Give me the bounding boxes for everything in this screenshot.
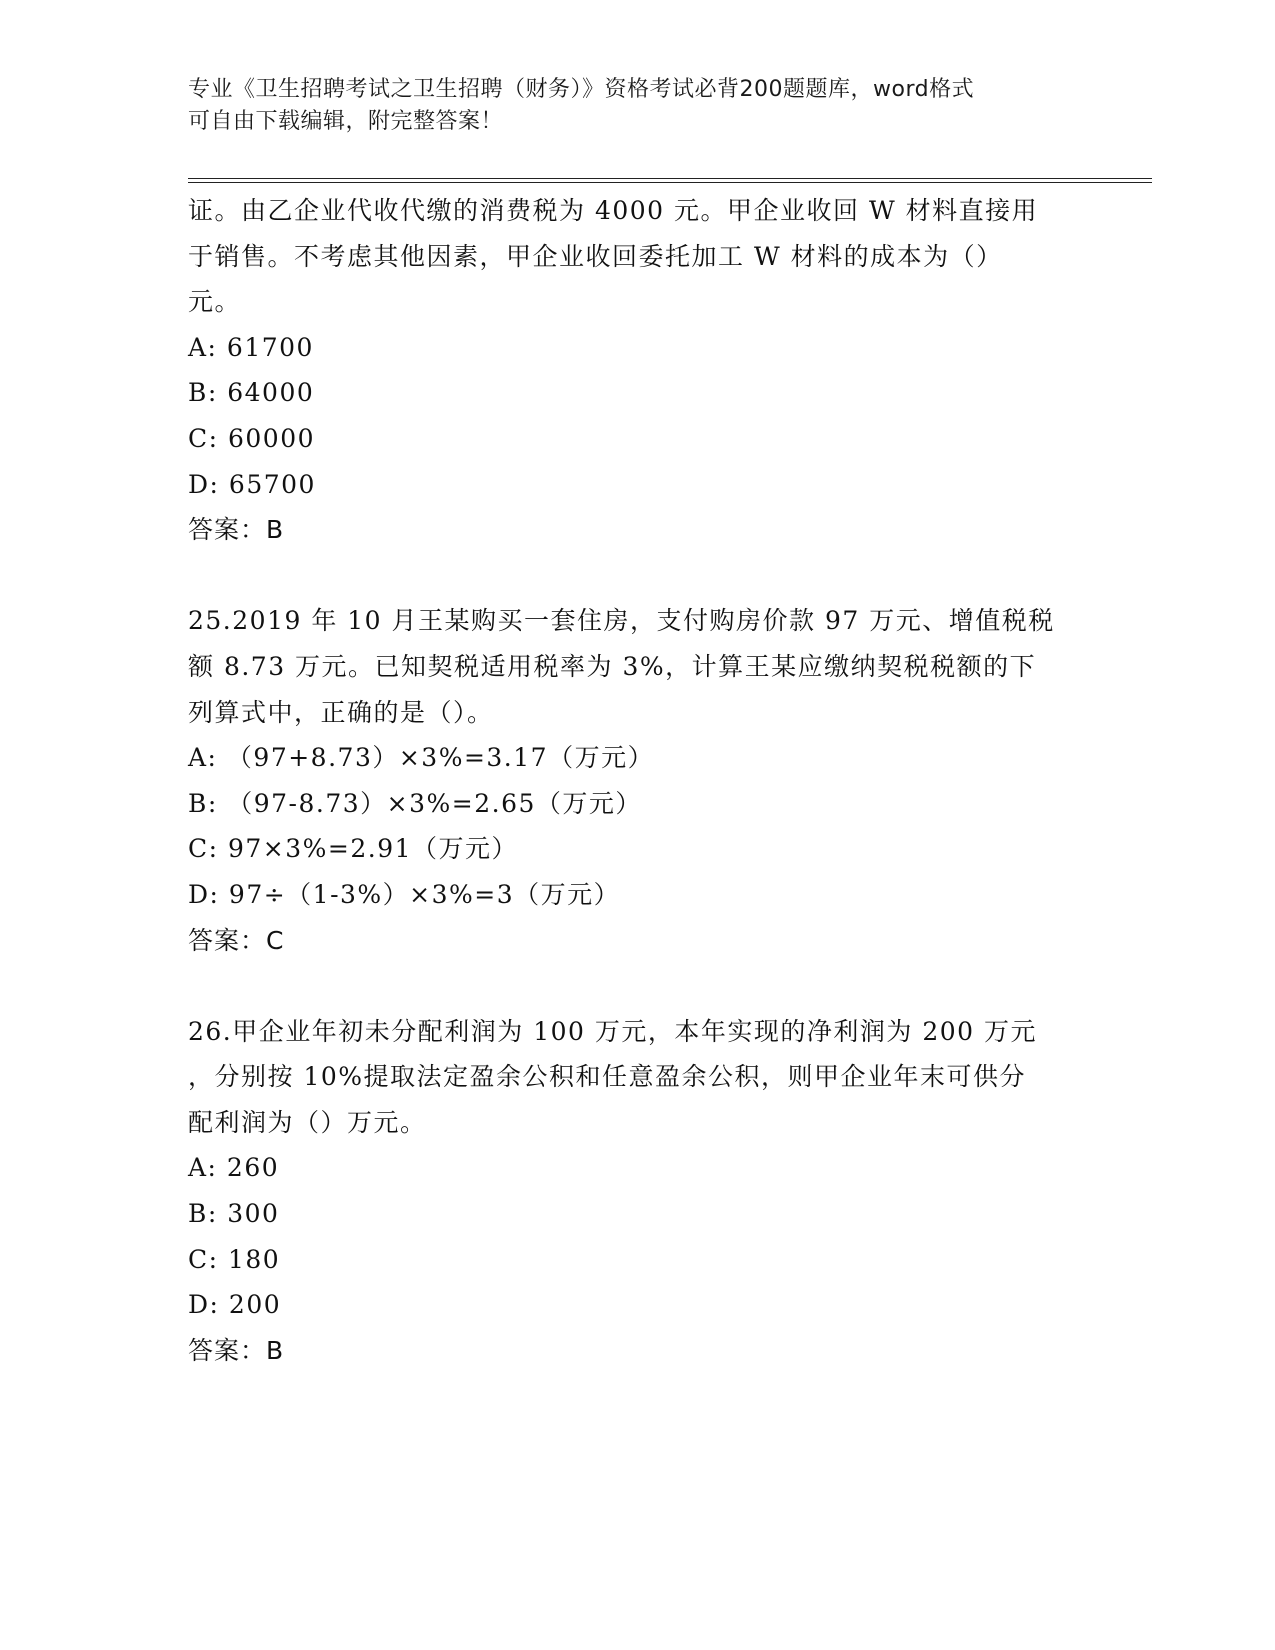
answer-line: 答案：B — [188, 515, 285, 545]
question-stem-line: 26.甲企业年初未分配利润为 100 万元，本年实现的净利润为 200 万元 — [188, 1016, 1037, 1046]
question-stem-line: ，分别按 10%提取法定盈余公积和任意盈余公积，则甲企业年末可供分 — [188, 1062, 1027, 1092]
option-b: B: （97-8.73）×3%=2.65（万元） — [188, 788, 642, 818]
option-d: D: 65700 — [188, 469, 316, 499]
option-b: B: 300 — [188, 1199, 280, 1229]
question-spacer — [188, 963, 1088, 1009]
option-b: B: 64000 — [188, 378, 315, 408]
header-line-1: 专业《卫生招聘考试之卫生招聘（财务）》资格考试必背200题题库，word格式 — [188, 77, 975, 102]
question-24-partial — [188, 188, 1088, 553]
answer-line: 答案：B — [188, 1335, 285, 1365]
option-c: C: 60000 — [188, 423, 316, 453]
header-divider-bottom — [188, 182, 1152, 183]
option-d: D: 200 — [188, 1290, 282, 1320]
question-stem-line: 额 8.73 万元。已知契税适用税率为 3%，计算王某应缴纳契税税额的下 — [188, 651, 1037, 681]
option-a: A: 61700 — [188, 332, 314, 362]
option-a: A: （97+8.73）×3%=3.17（万元） — [188, 743, 655, 773]
question-25 — [188, 598, 1088, 963]
answer-line: 答案：C — [188, 925, 285, 955]
question-stem-line: 于销售。不考虑其他因素，甲企业收回委托加工 W 材料的成本为（） — [188, 241, 1003, 271]
question-26 — [188, 1009, 1088, 1374]
option-c: C: 180 — [188, 1244, 281, 1274]
document-header — [188, 74, 1088, 138]
question-stem-line: 25.2019 年 10 月王某购买一套住房，支付购房价款 97 万元、增值税税 — [188, 606, 1055, 636]
question-stem-line: 配利润为（）万元。 — [188, 1107, 427, 1137]
header-divider-top — [188, 178, 1152, 179]
option-c: C: 97×3%=2.91（万元） — [188, 834, 519, 864]
option-a: A: 260 — [188, 1153, 280, 1183]
question-stem-line: 证。由乙企业代收代缴的消费税为 4000 元。甲企业收回 W 材料直接用 — [188, 196, 1039, 225]
option-d: D: 97÷（1-3%）×3%=3（万元） — [188, 879, 621, 909]
question-stem-line: 列算式中，正确的是（）。 — [188, 697, 494, 727]
document-body — [188, 188, 1088, 1373]
question-spacer — [188, 553, 1088, 599]
question-stem-line: 元。 — [188, 287, 242, 317]
header-line-2: 可自由下载编辑，附完整答案！ — [188, 109, 504, 134]
